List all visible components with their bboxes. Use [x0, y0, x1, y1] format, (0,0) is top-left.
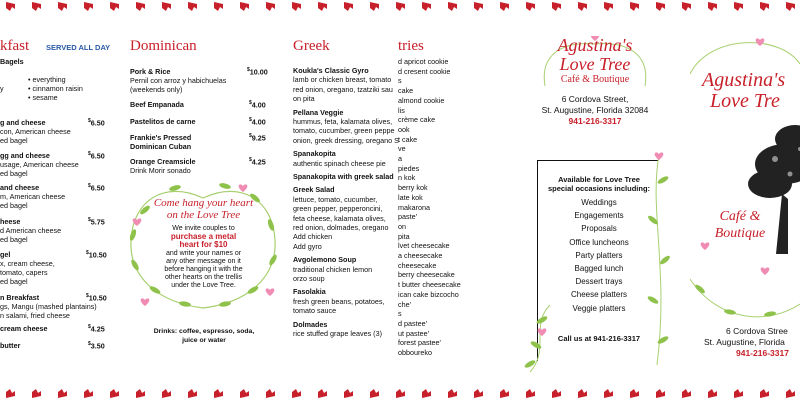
greek-item-desc: feta cheese, kalamata olives, [293, 213, 386, 223]
item-desc: tomato, capers [0, 268, 48, 277]
leaf-icon [578, 389, 587, 398]
leaf-icon [370, 2, 379, 11]
call-us-text: Call us at 941-216-3317 [557, 334, 641, 343]
item-desc: ed bagel [0, 201, 28, 210]
leaf-icon [604, 389, 613, 398]
item-price: $10.50 [86, 293, 107, 303]
pastry-item: late kok [398, 192, 423, 202]
pastries-title: tries [398, 38, 424, 54]
pastry-item: che' [398, 299, 411, 309]
leaf-icon [448, 389, 457, 398]
leaf-icon [188, 389, 197, 398]
item-name: Orange Creamsicle [130, 157, 196, 166]
item-desc: gs, Mangu (mashed plantains) [0, 302, 97, 311]
greek-item-desc: fresh green beans, potatoes, [293, 296, 385, 306]
pastry-item: s [398, 309, 402, 319]
leaf-icon [214, 389, 223, 398]
pastry-item: ve [398, 144, 406, 154]
leaf-icon [760, 2, 769, 11]
pastry-item: makarona [398, 202, 430, 212]
leaf-icon [396, 2, 405, 11]
item-desc: ed bagel [0, 136, 28, 145]
dominican-item [130, 67, 226, 94]
address-block: 6 Cordova Street, St. Augustine, Florida 32084 941-216-3317 [510, 94, 680, 127]
promo-text: We invite couples to purchase a metal heart for $10 and write your names or any other message on it before hanging it with the other hearts on the trellis under the Love Tree. [164, 225, 243, 290]
occasion-item: Veggie platters [572, 303, 626, 313]
cover-phone: 941-216-3317 [736, 348, 789, 358]
breakfast-item [0, 151, 79, 178]
item-name: g and cheese [0, 118, 46, 127]
leaf-icon [318, 389, 327, 398]
item-name: Dominican Cuban [130, 142, 192, 151]
leaf-icon [734, 2, 743, 11]
greek-item-desc: on pita [293, 94, 315, 104]
greek-item-desc: Add chicken [293, 232, 333, 242]
leaf-icon [500, 2, 509, 11]
leaf-icon [344, 389, 353, 398]
pastry-item: almond cookie [398, 95, 445, 105]
leaf-icon [32, 2, 41, 11]
greek-item-desc: red onion, oregano, tzatziki sau [293, 84, 393, 94]
breakfast-item [0, 324, 48, 333]
pastry-item: t cake [398, 134, 418, 144]
greek-item-desc: authentic spinach cheese pie [293, 158, 386, 168]
occasion-item: Office luncheons [569, 237, 629, 247]
breakfast-item [0, 217, 61, 244]
leaf-icon [630, 2, 639, 11]
pastry-item: d cresent cookie [398, 66, 451, 76]
greek-item-name: Dolmades [293, 319, 328, 329]
leaf-icon [786, 2, 795, 11]
greek-item-desc: orzo soup [293, 274, 325, 283]
leaf-icon [136, 389, 145, 398]
item-price: $9.25 [249, 133, 266, 143]
leaf-icon [162, 2, 171, 11]
item-name: Beef Empanada [130, 100, 184, 109]
pastry-item: berry kok [398, 183, 428, 193]
item-name: gel [0, 250, 11, 259]
breakfast-title: kfast [0, 38, 30, 54]
breakfast-item [0, 57, 24, 66]
pastry-item: obboureko [398, 348, 432, 357]
occasions-heading: Available for Love Tree special occasions including: [547, 175, 651, 193]
leaf-icon [6, 389, 15, 398]
occasion-item: Cheese platters [570, 290, 628, 300]
leaf-icon [162, 389, 171, 398]
leaf-icon [6, 2, 15, 11]
pastry-item: ican cake bizcocho [398, 289, 459, 299]
item-price: $4.25 [88, 324, 105, 334]
top-leaf-border [0, 0, 800, 12]
item-name: and cheese [0, 183, 40, 192]
greek-item-desc: onion, greek dressing, oregano S [293, 135, 399, 145]
item-desc: ed bagel [0, 277, 28, 286]
item-name: Pork & Rice [130, 67, 171, 76]
item-desc: usage, American cheese [0, 160, 79, 169]
item-name: heese [0, 217, 21, 226]
pastry-item: crème cake [398, 115, 436, 125]
breakfast-item [0, 118, 71, 145]
cover-logo: Agustina's Love Tre [702, 69, 786, 112]
greek-item-desc: green pepper, pepperoncini, [293, 204, 383, 214]
leaf-icon [500, 389, 509, 398]
pastry-item: t butter cheesecake [398, 280, 461, 290]
leaf-icon [396, 389, 405, 398]
item-desc: x, cream cheese, [0, 259, 55, 268]
item-price: $4.25 [249, 157, 266, 167]
leaf-icon [656, 389, 665, 398]
leaf-icon [422, 389, 431, 398]
dominican-item [130, 117, 196, 126]
occasion-item: Engagements [574, 211, 624, 221]
item-name: n Breakfast [0, 293, 40, 302]
pastry-item: d apricot cookie [398, 57, 449, 66]
greek-item-name: Pellana Veggie [293, 107, 344, 117]
brand-logo: Agustina's Love Tree Café & Boutique [557, 35, 633, 85]
dominican-title: Dominican [130, 38, 197, 54]
item-name: cream cheese [0, 324, 48, 333]
item-price: $10.50 [86, 250, 107, 260]
breakfast-item [0, 293, 97, 320]
breakfast-item [0, 183, 65, 210]
occasion-item: Dessert trays [575, 277, 623, 287]
item-desc: ed bagel [0, 169, 28, 178]
leaf-icon [84, 389, 93, 398]
leaf-icon [136, 2, 145, 11]
greek-item-desc: Add gyro [293, 241, 322, 251]
item-name: gg and cheese [0, 151, 50, 160]
breakfast-item [0, 341, 20, 350]
item-desc: d American cheese [0, 226, 62, 235]
occasion-item: Weddings [581, 198, 617, 207]
item-price: $6.50 [88, 151, 105, 161]
greek-item-desc: red onion, dolmades, oregano [293, 223, 389, 232]
leaf-icon [786, 389, 795, 398]
leaf-icon [526, 2, 535, 11]
leaf-icon [552, 2, 561, 11]
leaf-icon [760, 389, 769, 398]
dominican-item [130, 157, 196, 175]
leaf-icon [682, 389, 691, 398]
leaf-icon [604, 2, 613, 11]
dominican-item [130, 100, 184, 109]
greek-item-desc: lettuce, tomato, cucumber, [293, 194, 378, 204]
drinks-note: Drinks: coffee, espresso, soda, juice or water [153, 328, 255, 344]
item-desc: (weekends only) [130, 85, 183, 94]
pastry-item: s [398, 76, 402, 86]
item-desc: y [0, 84, 4, 93]
leaf-icon [708, 2, 717, 11]
leaf-icon [370, 389, 379, 398]
item-desc: Pernil con arroz y habichuelas [130, 76, 227, 85]
occasion-item: Party platters [575, 250, 623, 260]
bottom-leaf-border [0, 388, 800, 400]
pastry-item: lvet cheesecake [398, 241, 450, 251]
occasion-item: Proposals [581, 224, 617, 234]
leaf-icon [318, 2, 327, 11]
item-name: butter [0, 341, 21, 350]
option: • sesame [28, 93, 58, 102]
pastry-item: n kok [398, 173, 416, 183]
pastry-item: cheesecake [398, 260, 437, 270]
item-name: Pastelitos de carne [130, 117, 196, 126]
greek-item-desc: hummus, feta, kalamata olives, [293, 117, 393, 126]
leaf-icon [708, 389, 717, 398]
pastry-item: lis [398, 105, 405, 115]
pastry-item: forest pastee' [398, 338, 441, 348]
item-price: $6.50 [88, 118, 105, 128]
item-price: $10.00 [247, 67, 268, 77]
greek-item-name: Spanakopita [293, 149, 336, 159]
leaf-icon [474, 389, 483, 398]
bagel-options [28, 75, 83, 102]
option: • cinnamon raisin [28, 84, 83, 93]
pastry-item: ut pastee' [398, 328, 429, 338]
leaf-icon [188, 2, 197, 11]
item-desc: n salami, fried cheese [0, 311, 70, 320]
leaf-icon [266, 389, 275, 398]
item-price: $4.00 [249, 100, 266, 110]
greek-title: Greek [293, 38, 330, 54]
leaf-icon [292, 389, 301, 398]
leaf-icon [32, 389, 41, 398]
leaf-icon [110, 389, 119, 398]
served-all-day-label: SERVED ALL DAY [46, 43, 111, 52]
item-name: Frankie's Pressed [130, 133, 192, 142]
greek-item-name: Fasolakia [293, 287, 326, 297]
leaf-icon [58, 2, 67, 11]
pastry-item: cake [398, 86, 414, 96]
pastry-item: a cheesecake [398, 251, 443, 260]
greek-item-name: Koukla's Classic Gyro [293, 66, 369, 75]
leaf-icon [448, 2, 457, 11]
option: • everything [28, 75, 66, 84]
leaf-icon [682, 2, 691, 11]
greek-item-name: Greek Salad [293, 185, 335, 195]
leaf-icon [110, 2, 119, 11]
greek-item-desc: rice stuffed grape leaves (3) [293, 329, 382, 338]
pastry-item: paste' [398, 212, 417, 222]
leaf-icon [578, 2, 587, 11]
promo-title: Come hang your heart on the Love Tree [153, 197, 254, 221]
phone-number: 941-216-3317 [568, 116, 622, 126]
item-price: $3.50 [88, 341, 105, 351]
greek-item-desc: traditional chicken lemon [293, 264, 373, 274]
greek-item-desc: tomato, cucumber, green peppe [293, 126, 395, 136]
item-name: Bagels [0, 57, 24, 66]
occasion-item: Bagged lunch [574, 264, 624, 273]
item-price: $5.75 [88, 217, 105, 227]
leaf-icon [84, 2, 93, 11]
greek-item-desc: lamb or chicken breast, tomato [293, 75, 392, 85]
item-desc: ed bagel [0, 235, 28, 244]
leaf-icon [58, 389, 67, 398]
item-desc: m, American cheese [0, 192, 66, 201]
leaf-icon [630, 389, 639, 398]
leaf-icon [266, 2, 275, 11]
leaf-icon [214, 2, 223, 11]
leaf-icon [240, 389, 249, 398]
greek-item-name: Avgolemono Soup [293, 255, 357, 265]
pastry-item: pita [398, 231, 410, 241]
dominican-item [130, 133, 191, 151]
leaf-icon [734, 389, 743, 398]
pastry-item: a [398, 154, 402, 163]
pastry-item: piedes [398, 163, 420, 173]
pastry-item: ook [398, 124, 410, 134]
pastry-item: on [398, 221, 406, 231]
greek-item-desc: tomato sauce [293, 306, 337, 316]
item-desc: Drink Morir sonado [130, 166, 191, 175]
leaf-icon [552, 389, 561, 398]
breakfast-item [0, 250, 55, 286]
leaf-icon [240, 2, 249, 11]
item-desc: con, American cheese [0, 127, 71, 136]
greek-item-name: Spanakopita with greek salad [293, 172, 394, 181]
leaf-icon [526, 389, 535, 398]
cover-address: 6 Cordova Stree St. Augustine, Florida 941-216-3317 [704, 326, 800, 359]
cover-subtitle: Café & Boutique [714, 209, 766, 241]
leaf-icon [422, 2, 431, 11]
leaf-icon [474, 2, 483, 11]
leaf-icon [292, 2, 301, 11]
pastry-item: berry cheesecake [398, 270, 455, 280]
item-price: $6.50 [88, 183, 105, 193]
pastry-item: d pastee' [398, 318, 427, 328]
item-price: $4.00 [249, 117, 266, 127]
leaf-icon [344, 2, 353, 11]
leaf-icon [656, 2, 665, 11]
